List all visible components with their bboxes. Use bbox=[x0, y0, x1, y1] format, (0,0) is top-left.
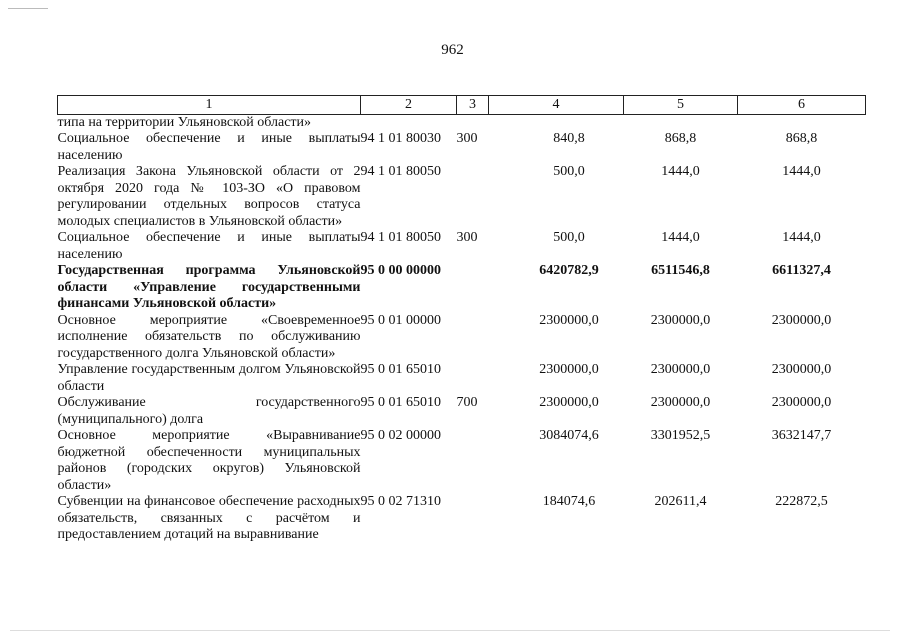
column-header: 5 bbox=[624, 96, 738, 115]
row-value-col6: 2300000,0 bbox=[771, 362, 832, 377]
table-header-row bbox=[58, 96, 866, 115]
row-value-col6: 1444,0 bbox=[782, 230, 821, 245]
row-name: Основное мероприятие «Выравнивание бюджетной обеспеченности муниципальных районов (городских округов) Ульяновской области» bbox=[57, 428, 361, 493]
row-name: Государственная программа Ульяновской области «Управление государственными финансами Ульяновской области» bbox=[57, 263, 361, 311]
row-code: 95 0 02 00000 bbox=[360, 428, 441, 443]
row-code: 95 0 01 65010 bbox=[360, 395, 441, 410]
row-value-col4: 6420782,9 bbox=[539, 263, 599, 278]
table-row bbox=[58, 362, 866, 395]
row-name: Субвенции на финансовое обеспечение расходных обязательств, связанных с расчётом и предоставлением дотаций на выравнивание bbox=[57, 494, 361, 542]
scan-artifact-top bbox=[8, 8, 48, 9]
column-header: 3 bbox=[457, 96, 489, 115]
row-expense-type: 300 bbox=[456, 131, 478, 146]
table-row bbox=[58, 164, 866, 230]
row-expense-type: 700 bbox=[456, 395, 478, 410]
row-value-col4: 500,0 bbox=[553, 230, 585, 245]
column-header: 2 bbox=[361, 96, 457, 115]
row-value-col5: 202611,4 bbox=[654, 494, 707, 509]
row-expense-type bbox=[457, 494, 489, 544]
scan-artifact-bottom bbox=[10, 630, 890, 631]
page-number: 962 bbox=[441, 42, 464, 58]
table-row bbox=[58, 114, 866, 131]
row-expense-type bbox=[457, 263, 489, 313]
table-row bbox=[58, 263, 866, 313]
row-code bbox=[361, 114, 457, 131]
row-value-col6: 3632147,7 bbox=[771, 428, 832, 443]
row-code: 94 1 01 80050 bbox=[360, 230, 441, 245]
column-header: 6 bbox=[738, 96, 866, 115]
budget-table bbox=[57, 95, 866, 544]
row-value-col5: 1444,0 bbox=[661, 164, 700, 179]
row-value-col4: 840,8 bbox=[553, 131, 585, 146]
table-row bbox=[58, 494, 866, 544]
table-row bbox=[58, 131, 866, 164]
row-code: 94 1 01 80050 bbox=[360, 164, 441, 179]
row-code: 95 0 01 65010 bbox=[360, 362, 441, 377]
row-value-col4: 500,0 bbox=[553, 164, 585, 179]
row-value-col5: 2300000,0 bbox=[650, 395, 711, 410]
row-code: 94 1 01 80030 bbox=[360, 131, 441, 146]
row-expense-type bbox=[457, 362, 489, 395]
row-value-col6: 868,8 bbox=[785, 131, 818, 146]
row-value-col5 bbox=[624, 114, 738, 131]
row-value-col4: 2300000,0 bbox=[539, 312, 599, 328]
row-code: 95 0 01 00000 bbox=[360, 312, 441, 328]
row-name: Основное мероприятие «Своевременное исполнение обязательств по обслуживанию государственного долга Ульяновской области» bbox=[57, 312, 361, 361]
row-value-col6: 2300000,0 bbox=[771, 395, 832, 410]
table-row bbox=[58, 428, 866, 494]
row-value-col4: 184074,6 bbox=[542, 494, 596, 509]
table-row bbox=[58, 230, 866, 263]
row-name: Социальное обеспечение и иные выплаты населению bbox=[57, 131, 361, 163]
row-expense-type bbox=[457, 164, 489, 230]
row-expense-type: 300 bbox=[456, 230, 478, 245]
row-value-col5: 1444,0 bbox=[661, 230, 700, 245]
row-value-col4: 2300000,0 bbox=[539, 362, 599, 377]
row-code: 95 0 02 71310 bbox=[360, 494, 441, 509]
row-name: Социальное обеспечение и иные выплаты населению bbox=[57, 230, 361, 262]
row-value-col5: 3301952,5 bbox=[650, 428, 711, 443]
table-row bbox=[58, 395, 866, 428]
row-expense-type bbox=[457, 428, 489, 494]
row-value-col4: 3084074,6 bbox=[539, 428, 599, 443]
row-value-col4: 2300000,0 bbox=[539, 395, 599, 410]
row-value-col6: 1444,0 bbox=[782, 164, 821, 179]
row-name: типа на территории Ульяновской области» bbox=[57, 114, 312, 130]
row-expense-type bbox=[457, 114, 489, 131]
row-name: Управление государственным долгом Ульяновской области bbox=[57, 362, 361, 394]
row-name: Обслуживание государственного (муниципального) долга bbox=[57, 395, 361, 427]
row-value-col6: 6611327,4 bbox=[772, 263, 831, 278]
row-value-col5: 6511546,8 bbox=[651, 263, 710, 278]
row-value-col6: 222872,5 bbox=[775, 494, 828, 509]
column-header: 1 bbox=[58, 96, 361, 115]
row-value-col5: 2300000,0 bbox=[650, 362, 711, 377]
table-row bbox=[58, 313, 866, 363]
row-value-col5: 868,8 bbox=[664, 131, 697, 146]
column-header: 4 bbox=[489, 96, 624, 115]
row-expense-type bbox=[457, 313, 489, 363]
row-value-col6: 2300000,0 bbox=[771, 312, 832, 328]
row-value-col5: 2300000,0 bbox=[650, 312, 711, 328]
row-name: Реализация Закона Ульяновской области от 2 октября 2020 года № 103-ЗО «О правовом регулировании отдельных вопросов статуса молодых специалистов в Ульяновской области» bbox=[57, 164, 361, 229]
row-code: 95 0 00 00000 bbox=[360, 263, 441, 278]
row-value-col6 bbox=[738, 114, 866, 131]
row-value-col4 bbox=[489, 114, 624, 131]
